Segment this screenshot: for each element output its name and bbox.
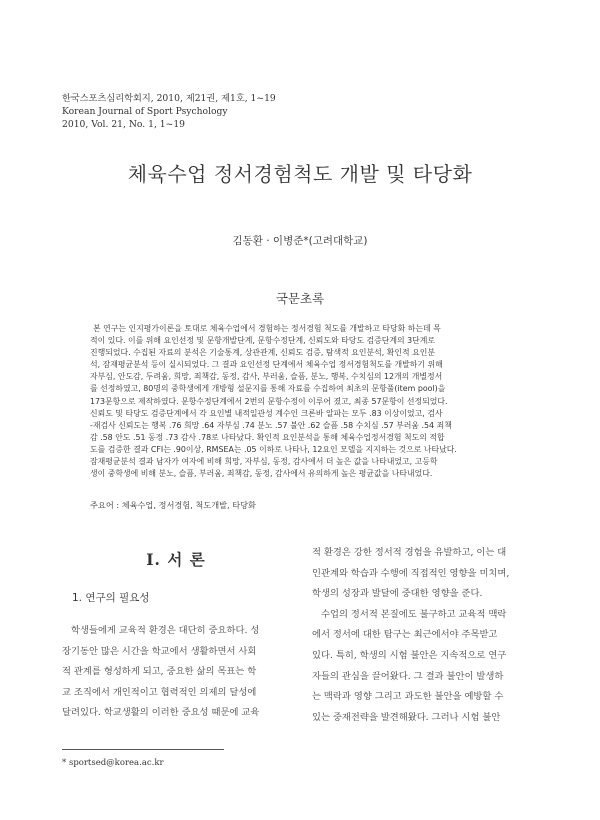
- footnote-email: * sportsed@korea.ac.kr: [62, 758, 164, 768]
- left-column-text: [62, 621, 290, 724]
- body-line: 학생의 성장과 발달에 중대한 영향을 준다.: [312, 588, 483, 600]
- abstract-line: 석, 잠재평균분석 등이 실시되었다. 그 결과 요인선정 단계에서 체육수업 정서경험척도를 개발하기 위해: [90, 360, 443, 370]
- abstract-line: 자부심, 안도감, 두려움, 희망, 죄책감, 동정, 감사, 부러움, 슬픔, 분노, 행복, 수치심의 12개의 개별정서: [90, 372, 443, 382]
- paper-title: 체육수업 정서경험척도 개발 및 타당화: [127, 162, 473, 186]
- body-line: 인관계와 학습과 수행에 직접적인 영향을 미치며,: [312, 567, 510, 579]
- journal-header: [62, 92, 276, 131]
- journal-header-korean: 한국스포츠심리학회지, 2010, 제21권, 제1호, 1~19: [62, 93, 276, 104]
- body-line: 자들의 관심을 끌어왔다. 그 결과 불안이 발생하: [312, 670, 504, 682]
- body-line: 적 환경은 강한 정서적 경험을 유발하고, 이는 대: [312, 547, 507, 558]
- left-column: [62, 548, 290, 724]
- body-line: 적 관계를 형성하게 되고, 중요한 삶의 목표는 학: [62, 666, 257, 678]
- abstract-line: 감 .58 안도 .51 동정 .73 감사 .78로 나타났다. 확인적 요인분석을 통해 체육수업정서경험 척도의 적합: [90, 432, 445, 442]
- journal-header-english: Korean Journal of Sport Psychology: [62, 106, 228, 117]
- abstract-line: 신뢰도 및 타당도 검증단계에서 각 요인별 내적일관성 계수인 크론바 알파는 모두 .83 이상이었고, 검사: [90, 408, 443, 418]
- abstract-body: [90, 323, 512, 480]
- section-title: I. 서 론: [146, 550, 206, 569]
- body-line: 에서 정서에 대한 탐구는 최근에서야 주목받고: [312, 629, 498, 641]
- keywords-line: 주요어 : 체육수업, 정서경험, 척도개발, 타당화: [90, 500, 256, 510]
- body-line: 장기동안 많은 시간을 학교에서 생활하면서 사회: [62, 645, 257, 657]
- body-line: 있다. 특히, 학생의 시험 불안은 지속적으로 연구: [312, 649, 507, 661]
- body-line: 수업의 정서적 본질에도 불구하고 교육적 맥락: [321, 608, 507, 620]
- abstract-line: 진행되었다. 수집된 자료의 분석은 기술통계, 상관관계, 신뢰도 검증, 탐색적 요인분석, 확인적 요인분: [90, 348, 436, 358]
- abstract-line: 생이 중학생에 비해 분노, 슬픔, 부러움, 죄책감, 동정, 감사에서 유의하게 높은 평균값을 나타내었다.: [90, 469, 433, 479]
- abstract-line: 본 연구는 인지평가이론을 토대로 체육수업에서 경험하는 정서경험 척도를 개발하고 타당화 하는데 목: [93, 324, 441, 333]
- body-line: 달려있다. 학교생활의 이러한 중요성 때문에 교육: [62, 707, 260, 719]
- body-line: 있는 중재전략을 발견해왔다. 그러나 시험 불안: [312, 711, 501, 723]
- abstract-line: 적이 있다. 이를 위해 요인선정 및 문항개발단계, 문항수정단계, 신뢰도와 타당도 검증단계의 3단계로: [90, 336, 436, 346]
- abstract-heading: 국문초록: [275, 291, 325, 306]
- journal-header-volume: 2010, Vol. 21, No. 1, 1~19: [62, 119, 186, 130]
- footnote-divider: [62, 749, 224, 750]
- abstract-line: 도를 검증한 결과 CFI는 .90이상, RMSEA는 .05 이하로 나타나, 12요인 모델을 지지하는 것으로 나타났다.: [90, 444, 457, 454]
- right-column-text: [312, 543, 542, 728]
- body-line: 는 맥락과 영향 그리고 과도한 불안을 예방할 수: [312, 691, 504, 703]
- subsection-title: 1. 연구의 필요성: [72, 592, 150, 604]
- body-line: 학생들에게 교육적 환경은 대단히 중요하다. 성: [71, 625, 260, 636]
- author-line: 김동환 · 이병준*(고려대학교): [232, 235, 368, 247]
- abstract-line: 를 선정하였고, 80명의 중학생에게 개방형 설문지를 통해 자료를 수집하여 최초의 문항풀(item pool)을: [90, 384, 446, 394]
- abstract-line: -재검사 신뢰도는 행복 .76 희망 .64 자부심 .74 분노 .57 불안 .62 슬픔 .58 수치심 .57 부러움 .54 죄책: [90, 420, 452, 430]
- abstract-line: 잠재평균분석 결과 남자가 여자에 비해 희망, 자부심, 동정, 감사에서 더 높은 값을 나타내었고, 고등학: [90, 457, 438, 467]
- abstract-line: 173문항으로 제작하였다. 문항수정단계에서 2번의 문항수정이 이루어 졌고, 최종 57문항이 선정되었다.: [90, 396, 448, 406]
- right-column: [312, 543, 542, 728]
- body-line: 교 조직에서 개인적이고 협력적인 의제의 달성에: [62, 686, 257, 698]
